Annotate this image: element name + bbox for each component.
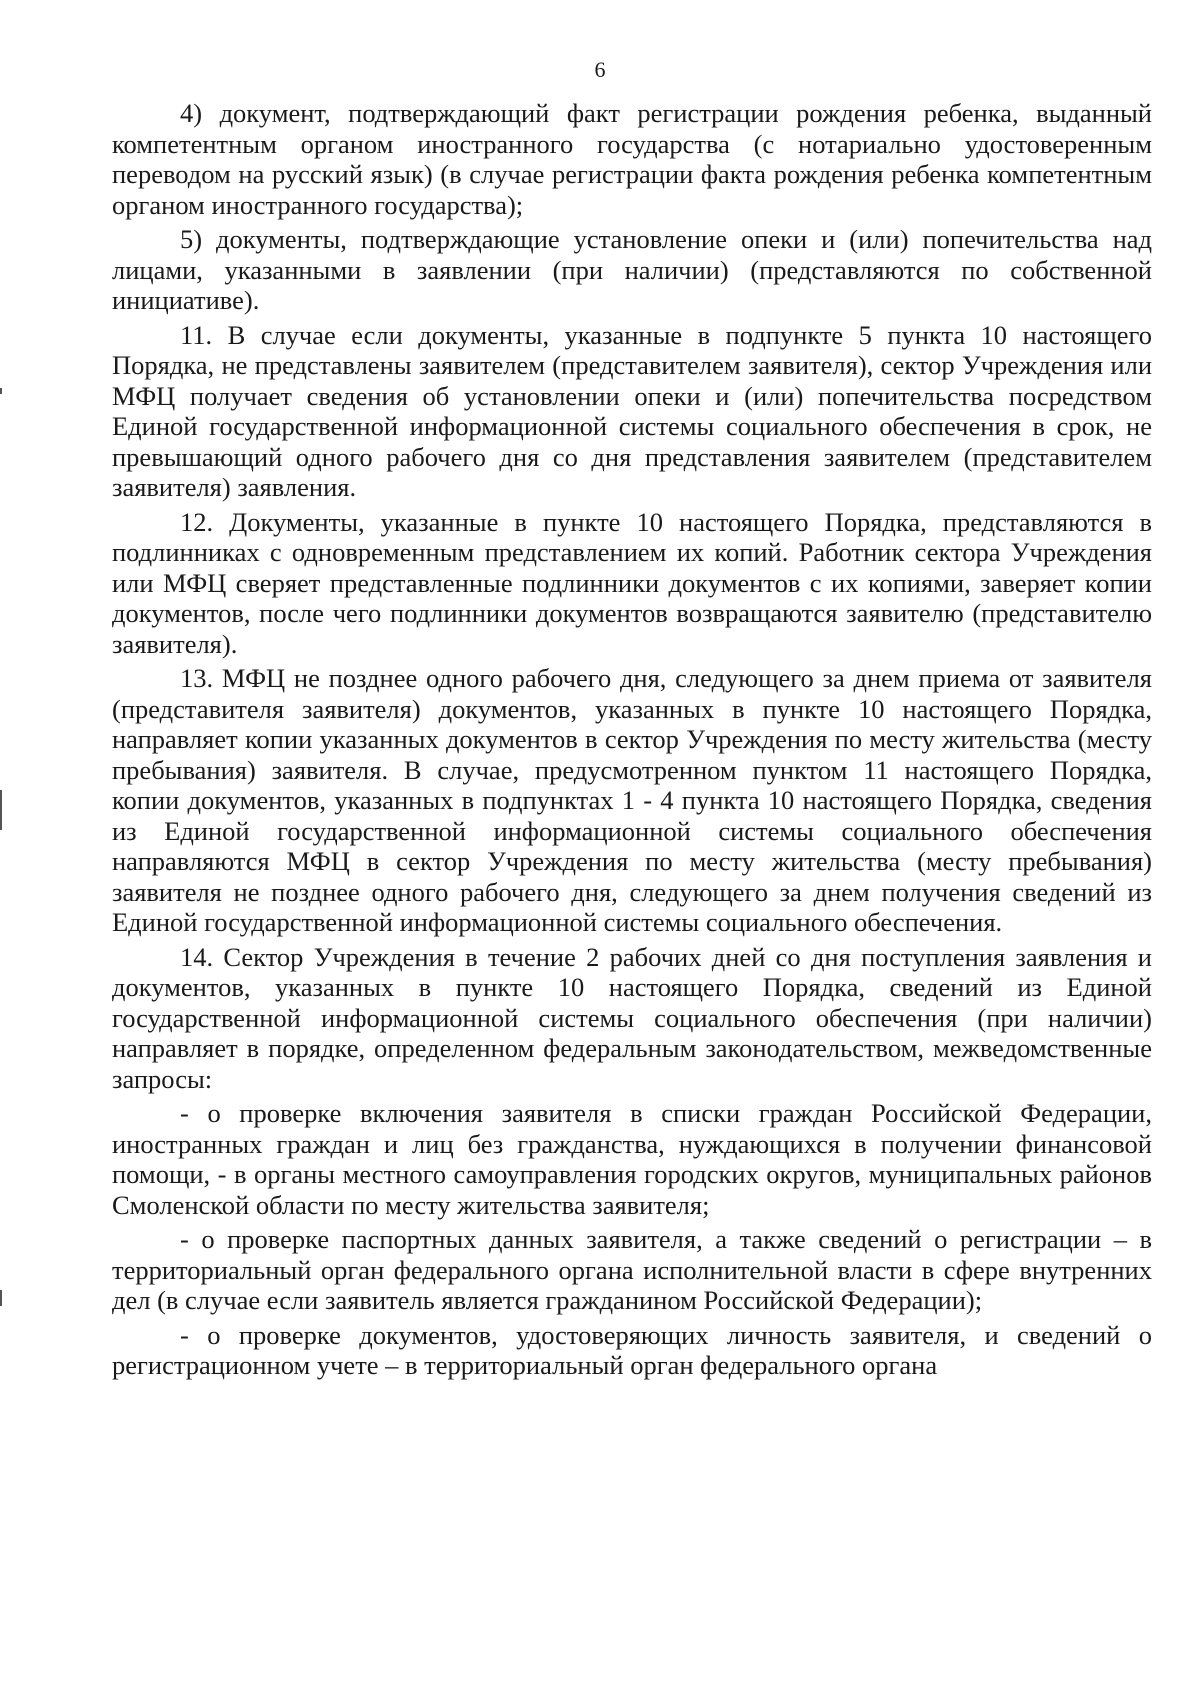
paragraph-request-passport: - о проверке паспортных данных заявителя, а также сведений о регистрации – в территориальный орган федерального органа исполнительной власти в сфере внутренних дел (в случае если заявитель является гражданином Российской Федерации);	[112, 1224, 1152, 1315]
paragraph-clause-13: 13. МФЦ не позднее одного рабочего дня, следующего за днем приема от заявителя (представителя заявителя) документов, указанных в пункте 10 настоящего Порядка, направляет копии указанных документов в сектор Учреждения по месту жительства (месту пребывания) заявителя. В случае, предусмотренном пунктом 11 настоящего Порядка, копии документов, указанных в подпунктах 1 - 4 пункта 10 настоящего Порядка, сведения из Единой государственной информационной системы социального обеспечения направляются МФЦ в сектор Учреждения по месту жительства (месту пребывания) заявителя не позднее одного рабочего дня, следующего за днем получения сведений из Единой государственной информационной системы социального обеспечения.	[112, 663, 1152, 937]
scan-edge-mark	[0, 1290, 2, 1306]
scan-edge-mark	[0, 388, 2, 394]
paragraph-clause-12: 12. Документы, указанные в пункте 10 настоящего Порядка, представляются в подлинниках с одновременным представлением их копий. Работник сектора Учреждения или МФЦ сверяет представленные подлинники документов с их копиями, заверяет копии документов, после чего подлинники документов возвращаются заявителю (представителю заявителя).	[112, 506, 1152, 659]
page-number: 6	[594, 57, 606, 82]
paragraph-item-4: 4) документ, подтверждающий факт регистрации рождения ребенка, выданный компетентным органом иностранного государства (с нотариально удостоверенным переводом на русский язык) (в случае регистрации факта рождения ребенка компетентным органом иностранного государства);	[112, 98, 1152, 220]
paragraph-request-identity-documents: - о проверке документов, удостоверяющих личность заявителя, и сведений о регистрационном учете – в территориальный орган федерального органа	[112, 1319, 1152, 1380]
paragraph-request-citizens-list: - о проверке включения заявителя в списки граждан Российской Федерации, иностранных граждан и лиц без гражданства, нуждающихся в получении финансовой помощи, - в органы местного самоуправления городских округов, муниципальных районов Смоленской области по месту жительства заявителя;	[112, 1098, 1152, 1220]
scan-edge-mark	[0, 790, 2, 830]
paragraph-clause-11: 11. В случае если документы, указанные в подпункте 5 пункта 10 настоящего Порядка, не представлены заявителем (представителем заявителя), сектор Учреждения или МФЦ получает сведения об установлении опеки и (или) попечительства посредством Единой государственной информационной системы социального обеспечения в срок, не превышающий одного рабочего дня со дня представления заявителем (представителем заявителя) заявления.	[112, 319, 1152, 502]
paragraph-item-5: 5) документы, подтверждающие установление опеки и (или) попечительства над лицами, указанными в заявлении (при наличии) (представляются по собственной инициативе).	[112, 224, 1152, 315]
document-body	[112, 98, 1152, 1385]
paragraph-clause-14: 14. Сектор Учреждения в течение 2 рабочих дней со дня поступления заявления и документов, указанных в пункте 10 настоящего Порядка, сведений из Единой государственной информационной системы социального обеспечения (при наличии) направляет в порядке, определенном федеральным законодательством, межведомственные запросы:	[112, 941, 1152, 1094]
